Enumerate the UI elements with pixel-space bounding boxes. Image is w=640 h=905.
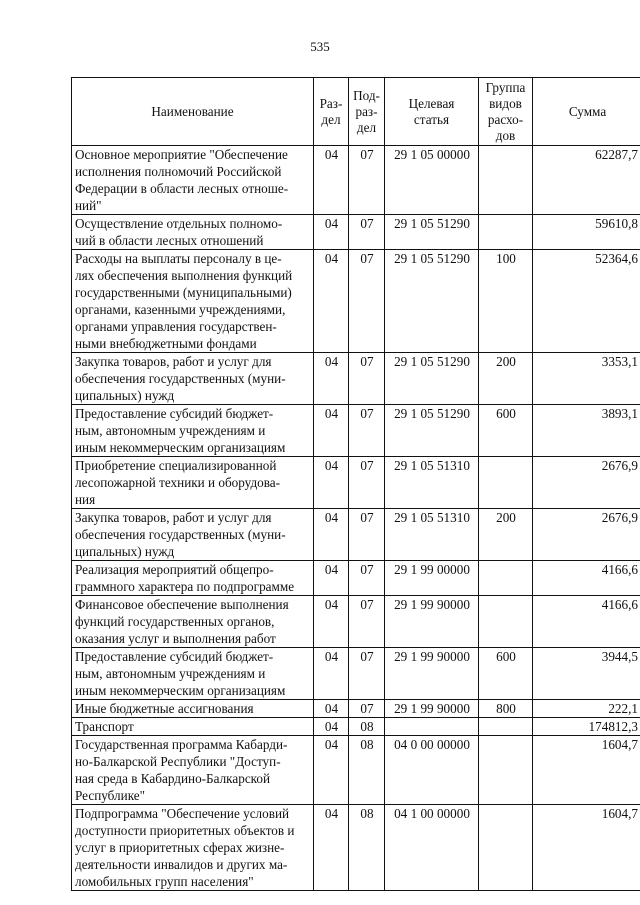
cell-expense-group	[479, 736, 533, 805]
cell-razdel: 04	[314, 250, 349, 353]
table-row	[72, 353, 640, 405]
cell-sum: 52364,6	[533, 250, 640, 353]
table-row	[72, 805, 640, 891]
cell-sum: 4166,6	[533, 561, 640, 596]
table-header-row	[72, 78, 640, 146]
cell-expense-group	[479, 561, 533, 596]
header-sum: Сумма	[533, 78, 640, 146]
cell-target-article: 29 1 99 90000	[385, 596, 479, 648]
cell-razdel: 04	[314, 353, 349, 405]
cell-podrazdel: 07	[349, 457, 385, 509]
cell-podrazdel: 08	[349, 718, 385, 736]
cell-target-article: 29 1 05 51290	[385, 250, 479, 353]
cell-sum: 1604,7	[533, 736, 640, 805]
cell-expense-group	[479, 457, 533, 509]
cell-sum: 222,1	[533, 700, 640, 718]
table-row	[72, 596, 640, 648]
cell-podrazdel: 07	[349, 648, 385, 700]
table-row	[72, 648, 640, 700]
page-number: 535	[310, 39, 330, 54]
cell-name: Финансовое обеспечение выполнения функций государственных органов, оказания услуг и выполнения работ	[72, 596, 314, 648]
table-row	[72, 146, 640, 215]
cell-sum: 62287,7	[533, 146, 640, 215]
cell-sum: 174812,3	[533, 718, 640, 736]
cell-target-article: 29 1 05 51310	[385, 509, 479, 561]
cell-name: Расходы на выплаты персоналу в це- лях обеспечения выполнения функций государственными (муниципальными) органами, казенными учреждениями, органами управления государствен- ными внебюджетными фондами	[72, 250, 314, 353]
cell-target-article: 04 0 00 00000	[385, 736, 479, 805]
cell-sum: 4166,6	[533, 596, 640, 648]
cell-expense-group	[479, 596, 533, 648]
cell-podrazdel: 07	[349, 215, 385, 250]
table-row	[72, 561, 640, 596]
cell-podrazdel: 07	[349, 405, 385, 457]
cell-sum: 59610,8	[533, 215, 640, 250]
cell-sum: 3353,1	[533, 353, 640, 405]
cell-expense-group	[479, 215, 533, 250]
table-row	[72, 736, 640, 805]
cell-name: Подпрограмма "Обеспечение условий доступности приоритетных объектов и услуг в приоритетных сферах жизне- деятельности инвалидов и других ма- ломобильных групп населения"	[72, 805, 314, 891]
cell-name: Основное мероприятие "Обеспечение исполнения полномочий Российской Федерации в области лесных отноше- ний"	[72, 146, 314, 215]
cell-podrazdel: 07	[349, 250, 385, 353]
cell-expense-group: 200	[479, 353, 533, 405]
cell-sum: 2676,9	[533, 457, 640, 509]
cell-razdel: 04	[314, 718, 349, 736]
cell-target-article: 29 1 05 51290	[385, 215, 479, 250]
cell-name: Транспорт	[72, 718, 314, 736]
cell-name: Предоставление субсидий бюджет- ным, автономным учреждениям и иным некоммерческим организациям	[72, 405, 314, 457]
cell-expense-group: 200	[479, 509, 533, 561]
cell-podrazdel: 08	[349, 805, 385, 891]
cell-target-article: 29 1 99 00000	[385, 561, 479, 596]
cell-name: Предоставление субсидий бюджет- ным, автономным учреждениям и иным некоммерческим организациям	[72, 648, 314, 700]
cell-razdel: 04	[314, 509, 349, 561]
cell-target-article: 29 1 05 00000	[385, 146, 479, 215]
cell-name: Реализация мероприятий общепро- граммного характера по подпрограмме	[72, 561, 314, 596]
cell-expense-group: 600	[479, 648, 533, 700]
cell-target-article: 04 1 00 00000	[385, 805, 479, 891]
table-row	[72, 509, 640, 561]
cell-podrazdel: 07	[349, 700, 385, 718]
header-name: Наименование	[72, 78, 314, 146]
table-row	[72, 700, 640, 718]
cell-target-article: 29 1 99 90000	[385, 648, 479, 700]
cell-name: Закупка товаров, работ и услуг для обеспечения государственных (муни- ципальных) нужд	[72, 509, 314, 561]
cell-expense-group: 100	[479, 250, 533, 353]
cell-name: Приобретение специализированной лесопожарной техники и оборудова- ния	[72, 457, 314, 509]
table-row	[72, 405, 640, 457]
cell-razdel: 04	[314, 215, 349, 250]
cell-podrazdel: 07	[349, 353, 385, 405]
cell-podrazdel: 07	[349, 561, 385, 596]
cell-expense-group	[479, 146, 533, 215]
cell-name: Иные бюджетные ассигнования	[72, 700, 314, 718]
table-row	[72, 250, 640, 353]
table-row	[72, 457, 640, 509]
cell-razdel: 04	[314, 648, 349, 700]
header-expense-group: Группа видов расхо- дов	[479, 78, 533, 146]
cell-podrazdel: 08	[349, 736, 385, 805]
cell-sum: 2676,9	[533, 509, 640, 561]
cell-name: Государственная программа Кабарди- но-Балкарской Республики "Доступ- ная среда в Кабардино-Балкарской Республике"	[72, 736, 314, 805]
cell-razdel: 04	[314, 700, 349, 718]
cell-podrazdel: 07	[349, 146, 385, 215]
cell-razdel: 04	[314, 457, 349, 509]
cell-expense-group: 800	[479, 700, 533, 718]
table-row	[72, 215, 640, 250]
cell-expense-group	[479, 805, 533, 891]
cell-razdel: 04	[314, 805, 349, 891]
cell-podrazdel: 07	[349, 596, 385, 648]
cell-target-article	[385, 718, 479, 736]
cell-podrazdel: 07	[349, 509, 385, 561]
cell-razdel: 04	[314, 596, 349, 648]
cell-sum: 1604,7	[533, 805, 640, 891]
cell-razdel: 04	[314, 736, 349, 805]
table-row	[72, 718, 640, 736]
budget-table	[71, 77, 640, 891]
cell-target-article: 29 1 99 90000	[385, 700, 479, 718]
cell-sum: 3944,5	[533, 648, 640, 700]
cell-name: Осуществление отдельных полномо- чий в области лесных отношений	[72, 215, 314, 250]
cell-razdel: 04	[314, 405, 349, 457]
cell-name: Закупка товаров, работ и услуг для обеспечения государственных (муни- ципальных) нужд	[72, 353, 314, 405]
cell-sum: 3893,1	[533, 405, 640, 457]
header-target-article: Целевая статья	[385, 78, 479, 146]
cell-expense-group: 600	[479, 405, 533, 457]
cell-target-article: 29 1 05 51290	[385, 353, 479, 405]
cell-razdel: 04	[314, 561, 349, 596]
header-razdel: Раз- дел	[314, 78, 349, 146]
header-podrazdel: Под- раз- дел	[349, 78, 385, 146]
cell-target-article: 29 1 05 51310	[385, 457, 479, 509]
cell-target-article: 29 1 05 51290	[385, 405, 479, 457]
cell-razdel: 04	[314, 146, 349, 215]
cell-expense-group	[479, 718, 533, 736]
